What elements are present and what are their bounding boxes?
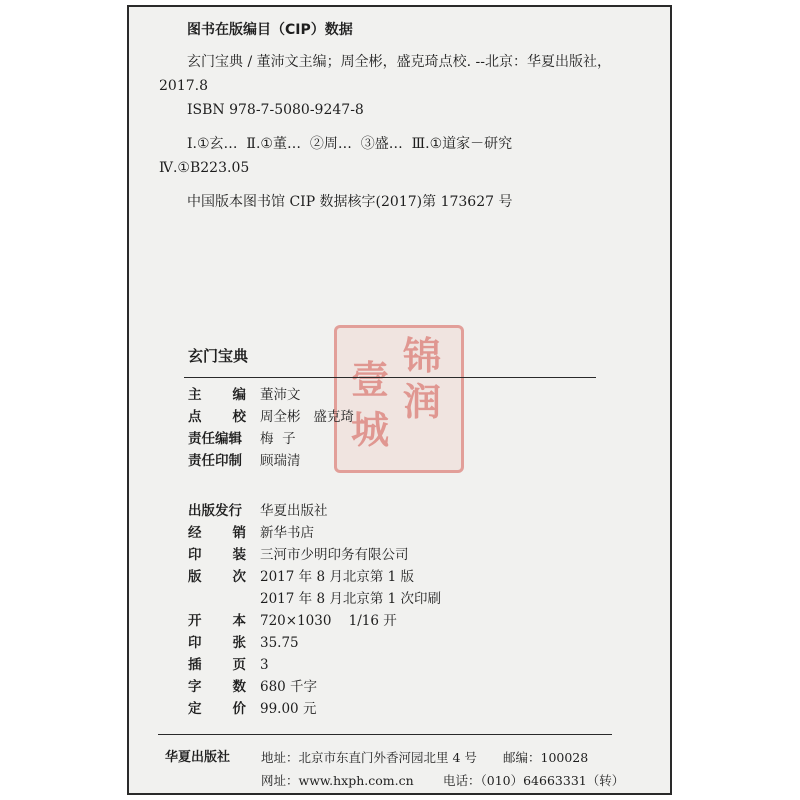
credit-value: 董沛文: [260, 387, 301, 403]
seal-char: 润: [403, 379, 442, 424]
cip-library-note: 中国版本图书馆 CIP 数据核字(2017)第 173627 号: [187, 194, 513, 210]
pub-value: 720×1030 1/16 开: [260, 613, 397, 629]
pub-label: 定 价: [188, 701, 246, 717]
credit-label: 责任印制: [188, 453, 242, 469]
cip-classification-line1: Ⅰ.①玄… Ⅱ.①董… ②周… ③盛… Ⅲ.①道家－研究: [187, 136, 513, 152]
seal-char: 城: [351, 407, 390, 452]
pub-label: 字 数: [188, 679, 246, 695]
credit-value: 顾瑞清: [260, 453, 301, 469]
footer-phone: 电话：（010）64663331（转）: [443, 773, 625, 788]
pub-label: 版 次: [188, 569, 246, 585]
pub-label: 经 销: [188, 525, 246, 541]
credit-label: 点 校: [188, 409, 246, 425]
pub-value: 2017 年 8 月北京第 1 版: [260, 569, 414, 585]
divider: [184, 377, 596, 378]
pub-value: 680 千字: [260, 679, 318, 695]
pub-value: 华夏出版社: [260, 503, 328, 519]
cip-heading: 图书在版编目（CIP）数据: [187, 22, 353, 38]
footer-postcode: 邮编：100028: [503, 750, 589, 765]
divider: [158, 734, 612, 735]
pub-label: 出版发行: [188, 503, 242, 519]
credit-label: 责任编辑: [188, 431, 242, 447]
pub-value: 3: [260, 657, 269, 673]
footer-address: 地址：北京市东直门外香河园北里 4 号: [261, 750, 477, 765]
pub-label: 印 装: [188, 547, 246, 563]
credit-value: 梅 子: [260, 431, 296, 447]
cip-description-line2: 2017.8: [159, 78, 208, 94]
pub-label: 印 张: [188, 635, 246, 651]
seal-char: 锦: [403, 333, 442, 378]
pub-value: 新华书店: [260, 525, 314, 541]
seal-stamp: [334, 325, 464, 473]
book-title: 玄门宝典: [188, 347, 249, 365]
pub-value: 35.75: [260, 635, 299, 651]
pub-value: 三河市少明印务有限公司: [260, 547, 409, 563]
footer-website: 网址：www.hxph.com.cn: [261, 773, 414, 788]
cip-classification-line2: Ⅳ.①B223.05: [159, 160, 250, 176]
seal-char: 壹: [351, 357, 390, 402]
cip-description-line1: 玄门宝典 / 董沛文主编；周全彬，盛克琦点校. --北京：华夏出版社，: [187, 54, 611, 70]
pub-label: 插 页: [188, 657, 246, 673]
pub-value: 2017 年 8 月北京第 1 次印刷: [260, 591, 441, 607]
cip-isbn: ISBN 978-7-5080-9247-8: [187, 102, 364, 118]
pub-value: 99.00 元: [260, 701, 317, 717]
credit-label: 主 编: [188, 387, 246, 403]
footer-publisher: 华夏出版社: [165, 750, 231, 765]
pub-label: 开 本: [188, 613, 246, 629]
copyright-page: [127, 5, 672, 795]
credit-value: 周全彬 盛克琦: [260, 409, 354, 425]
